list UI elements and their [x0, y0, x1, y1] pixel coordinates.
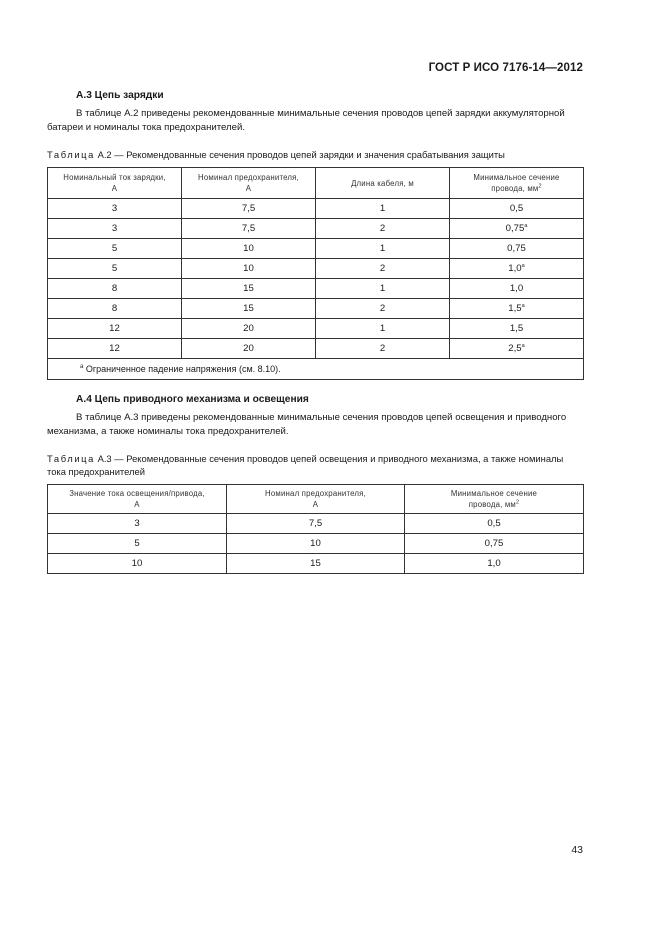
- wire-section-value: 0,75: [507, 243, 526, 254]
- section-a3-heading: А.3 Цепь зарядки: [76, 90, 164, 101]
- fuse-rating-cell: 7,5: [182, 199, 316, 219]
- fuse-rating-cell: 10: [227, 534, 405, 554]
- table-a3-caption: [47, 452, 583, 478]
- table-a2-caption-prefix: Таблица: [47, 149, 95, 160]
- wire-section-value: 2,5: [508, 343, 522, 354]
- table-a2-caption: [47, 148, 583, 161]
- charge-current-cell: 8: [48, 279, 182, 299]
- table-row: [48, 319, 584, 339]
- table-a2-header-charge: Номинальный ток зарядки, А: [48, 168, 182, 199]
- table-a2-header-length: Длина кабеля, м: [316, 168, 450, 199]
- wire-section-cell: [450, 339, 584, 359]
- wire-section-cell: 0,5: [405, 514, 584, 534]
- fuse-rating-cell: 10: [182, 239, 316, 259]
- fuse-rating-cell: 20: [182, 319, 316, 339]
- cable-length-cell: 2: [316, 259, 450, 279]
- wire-section-cell: 1,0: [405, 554, 584, 574]
- table-a2-header-section: Минимальное сечение провода, $мм^2$: [450, 168, 584, 199]
- wire-section-value: 1,5: [508, 303, 522, 314]
- drive-current-cell: 5: [48, 534, 227, 554]
- fuse-rating-cell: 15: [227, 554, 405, 574]
- footnote-mark: a: [524, 222, 528, 229]
- table-row: [48, 554, 584, 574]
- fuse-rating-cell: 10: [182, 259, 316, 279]
- cable-length-cell: 1: [316, 239, 450, 259]
- footnote-mark: a: [521, 302, 525, 309]
- table-row: [48, 279, 584, 299]
- charge-current-cell: 8: [48, 299, 182, 319]
- page-number: 43: [571, 844, 583, 856]
- fuse-rating-cell: 15: [182, 279, 316, 299]
- table-a2-footnote: $^a$ Ограниченное падение напряжения (см. 8.10).: [48, 359, 584, 380]
- cable-length-cell: 2: [316, 219, 450, 239]
- charge-current-cell: 3: [48, 219, 182, 239]
- table-a3-caption-prefix: Таблица: [47, 453, 95, 464]
- fuse-rating-cell: 20: [182, 339, 316, 359]
- footnote-mark: a: [521, 342, 525, 349]
- document-header: ГОСТ Р ИСО 7176-14—2012: [428, 62, 583, 74]
- charge-current-cell: 12: [48, 339, 182, 359]
- cable-length-cell: 1: [316, 279, 450, 299]
- table-a2-header-fuse: Номинал предохранителя, А: [182, 168, 316, 199]
- table-row: [48, 259, 584, 279]
- wire-section-cell: [450, 279, 584, 299]
- table-a3-body: [48, 514, 584, 574]
- table-row: [48, 534, 584, 554]
- table-a3-header-fuse: Номинал предохранителя, А: [227, 485, 405, 514]
- wire-section-value: 0,5: [509, 203, 524, 214]
- table-a2-footnote-row: [48, 359, 584, 380]
- table-a2-body: [48, 199, 584, 359]
- table-row: [48, 514, 584, 534]
- wire-section-value: 0,75: [505, 223, 525, 234]
- wire-section-cell: 0,75: [405, 534, 584, 554]
- table-row: [48, 239, 584, 259]
- wire-section-cell: [450, 299, 584, 319]
- table-row: [48, 299, 584, 319]
- wire-section-value: 1,0: [509, 283, 524, 294]
- table-a2: [47, 167, 584, 380]
- drive-current-cell: 3: [48, 514, 227, 534]
- wire-section-cell: [450, 239, 584, 259]
- table-a3-caption-text: А.3 — Рекомендованные сечения проводов цепей освещения и приводного механизма, а также номиналы тока предохранителей: [47, 453, 564, 477]
- wire-section-cell: [450, 259, 584, 279]
- table-row: [48, 199, 584, 219]
- charge-current-cell: 12: [48, 319, 182, 339]
- section-a4-paragraph: В таблице А.3 приведены рекомендованные минимальные сечения проводов цепей освещения и приводного механизма, а также номиналы тока предохранителей.: [47, 412, 567, 437]
- fuse-rating-cell: 15: [182, 299, 316, 319]
- table-a3: [47, 484, 584, 574]
- wire-section-cell: [450, 319, 584, 339]
- table-a3-header-section: Минимальное сечение провода, $мм^2$: [405, 485, 584, 514]
- charge-current-cell: 5: [48, 259, 182, 279]
- drive-current-cell: 10: [48, 554, 227, 574]
- cable-length-cell: 1: [316, 199, 450, 219]
- fuse-rating-cell: 7,5: [227, 514, 405, 534]
- table-a2-caption-text: А.2 — Рекомендованные сечения проводов цепей зарядки и значения срабатывания защиты: [97, 149, 505, 160]
- page-content: [47, 90, 583, 574]
- wire-section-value: 1,0: [508, 263, 522, 274]
- cable-length-cell: 2: [316, 339, 450, 359]
- table-a2-header-row: [48, 168, 584, 199]
- wire-section-value: 1,5: [509, 323, 524, 334]
- table-row: [48, 219, 584, 239]
- footnote-mark: a: [521, 262, 525, 269]
- wire-section-cell: [450, 199, 584, 219]
- section-a3-paragraph: В таблице А.2 приведены рекомендованные минимальные сечения проводов цепей зарядки аккумуляторной батареи и номиналы тока предохранителей.: [47, 108, 565, 133]
- wire-section-cell: [450, 219, 584, 239]
- table-a3-header-current: Значение тока освещения/привода, А: [48, 485, 227, 514]
- table-a3-header-row: [48, 485, 584, 514]
- charge-current-cell: 5: [48, 239, 182, 259]
- charge-current-cell: 3: [48, 199, 182, 219]
- section-a4-heading: А.4 Цепь приводного механизма и освещения: [76, 394, 309, 405]
- table-row: [48, 339, 584, 359]
- fuse-rating-cell: 7,5: [182, 219, 316, 239]
- cable-length-cell: 2: [316, 299, 450, 319]
- cable-length-cell: 1: [316, 319, 450, 339]
